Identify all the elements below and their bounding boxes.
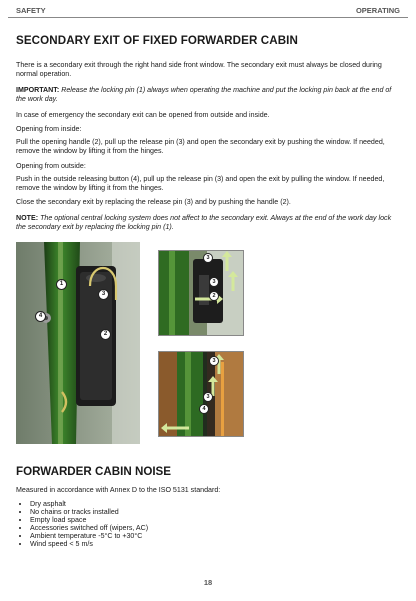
important-text: Release the locking pin (1) always when operating the machine and put the locking pin back at the end of the work day. bbox=[16, 86, 392, 104]
inside-paragraph: Pull the opening handle (2), pull up the release pin (3) and open the secondary exit by pushing the window. If needed, remove the window by lifting it from the hinges. bbox=[16, 138, 385, 156]
inside-handle-photo bbox=[158, 250, 244, 336]
list-item: • Ambient temperature -5°C to +30°C bbox=[30, 532, 330, 540]
list-item: • Accessories switched off (wipers, AC) bbox=[30, 524, 330, 532]
header-divider bbox=[8, 17, 408, 18]
noise-conditions-list bbox=[20, 500, 330, 548]
outside-button-photo bbox=[158, 351, 244, 437]
main-exit-photo bbox=[16, 242, 140, 444]
intro-paragraph: There is a secondary exit through the right hand side front window. The secondary exit must always be closed during normal operation. bbox=[16, 61, 382, 79]
page-number: 18 bbox=[203, 578, 213, 587]
outside-paragraph: Push in the outside releasing button (4), pull up the release pin (3) and open the exit by pulling the window. If needed, remove the window by lifting it from the hinges. bbox=[16, 175, 385, 193]
inside-heading: Opening from inside: bbox=[16, 125, 82, 133]
section-title-secondary-exit: SECONDARY EXIT OF FIXED FORWARDER CABIN bbox=[16, 34, 298, 47]
list-item: • Empty load space bbox=[30, 516, 330, 524]
noise-intro: Measured in accordance with Annex D to the ISO 5131 standard: bbox=[16, 486, 221, 494]
note-paragraph bbox=[16, 214, 402, 233]
list-item: • Wind speed < 5 m/s bbox=[30, 540, 330, 548]
list-item: • Dry asphalt bbox=[30, 500, 330, 508]
inside-handle-photo-graphic bbox=[159, 251, 243, 335]
callout-main-1: 1 bbox=[56, 279, 67, 290]
callout-top-3a: 3 bbox=[203, 253, 213, 263]
callout-top-2: 2 bbox=[209, 291, 219, 301]
emergency-paragraph: In case of emergency the secondary exit can be opened from outside and inside. bbox=[16, 111, 270, 119]
section-title-cabin-noise: FORWARDER CABIN NOISE bbox=[16, 465, 172, 478]
note-text: The optional central locking system does not affect to the secondary exit. Always at the end of the work day lock the secondary exit by replacing the locking pin (1). bbox=[16, 214, 392, 232]
note-label: NOTE: bbox=[16, 214, 39, 222]
list-item: • No chains or tracks installed bbox=[30, 508, 330, 516]
important-label: IMPORTANT: bbox=[16, 86, 60, 94]
close-paragraph: Close the secondary exit by replacing the release pin (3) and by pushing the handle (2). bbox=[16, 198, 291, 206]
callout-bottom-3a: 3 bbox=[209, 356, 219, 366]
callout-main-4: 4 bbox=[35, 311, 46, 322]
callout-main-2: 2 bbox=[100, 329, 111, 340]
important-paragraph bbox=[16, 86, 402, 105]
callout-main-3: 3 bbox=[98, 289, 109, 300]
callout-bottom-4: 4 bbox=[199, 404, 209, 414]
callout-top-3b: 3 bbox=[209, 277, 219, 287]
outside-button-photo-graphic bbox=[159, 352, 243, 436]
main-exit-photo-graphic bbox=[16, 242, 140, 444]
header-section-right: OPERATING bbox=[355, 6, 400, 15]
header-section-left: SAFETY bbox=[16, 6, 46, 15]
outside-heading: Opening from outside: bbox=[16, 162, 86, 170]
callout-bottom-3b: 3 bbox=[203, 392, 213, 402]
